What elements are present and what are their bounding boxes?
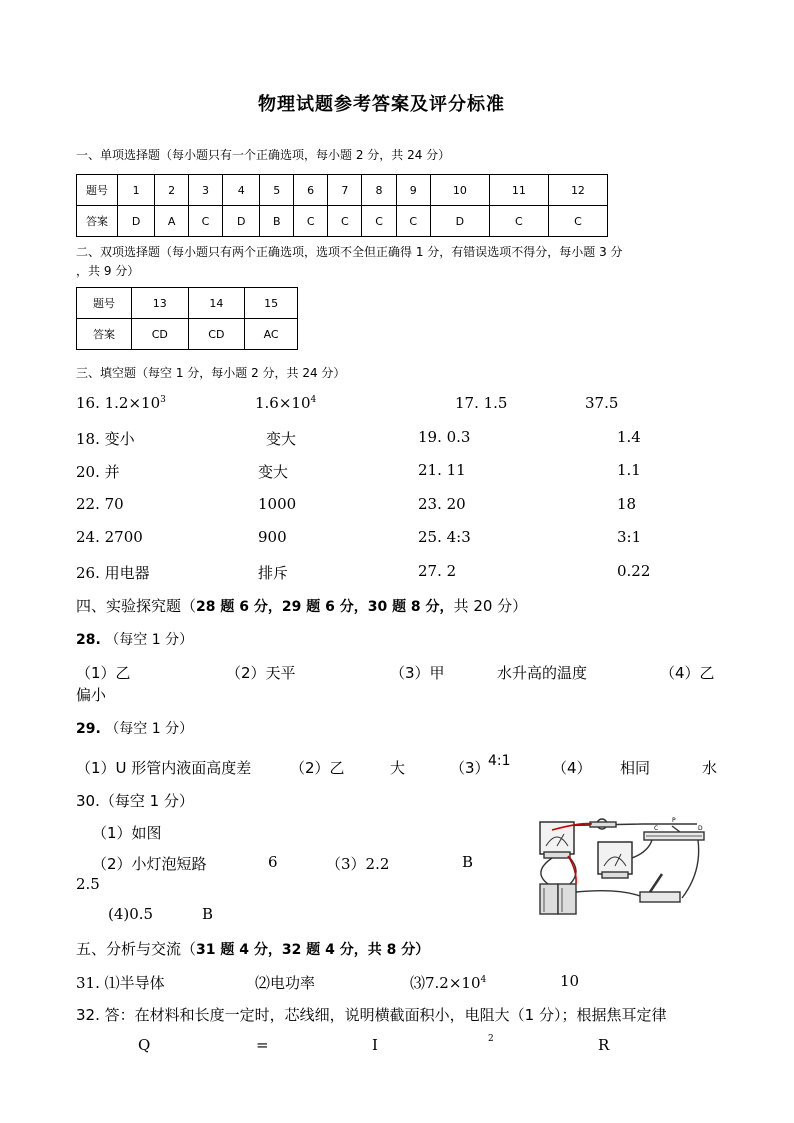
circuit-diagram — [522, 812, 712, 924]
answer-27b: 0.22 — [617, 562, 651, 580]
table-cell: 2 — [155, 175, 189, 206]
q30-line3b: B — [202, 905, 214, 923]
table-row — [77, 206, 608, 237]
table-cell: 3 — [188, 175, 222, 206]
q28-wrap: 偏小 — [76, 686, 107, 704]
formula-equals: = — [256, 1036, 269, 1054]
answer-19b: 1.4 — [617, 428, 641, 446]
table-cell: 12 — [548, 175, 607, 206]
q31-item4: 10 — [560, 972, 580, 990]
answer-18b: 变大 — [266, 430, 297, 448]
section2-heading-line1: 二、双项选择题（每小题只有两个正确选项，选项不全但正确得 1 分，有错误选项不得分，每小题 3 分 — [76, 245, 623, 259]
answer-26b: 排斥 — [258, 564, 289, 582]
table-cell: D — [118, 206, 155, 237]
section1-answer-table — [76, 174, 608, 237]
svg-text:C: C — [654, 825, 659, 832]
q30-line2c: （3）2.2 — [326, 855, 390, 873]
q28-item5: （4）乙 — [660, 664, 715, 682]
table-cell: 11 — [489, 175, 548, 206]
answer-19a: 19. 0.3 — [418, 428, 471, 446]
q29-item2: （2）乙 — [290, 759, 345, 777]
row-label-answer: 答案 — [77, 319, 132, 350]
table-row — [77, 319, 298, 350]
table-cell: 6 — [294, 175, 328, 206]
formula-i: I — [372, 1036, 378, 1054]
table-cell: C — [188, 206, 222, 237]
q29-item1: （1）U 形管内液面高度差 — [76, 759, 252, 777]
table-cell: D — [430, 206, 489, 237]
q28-item1: （1）乙 — [76, 664, 131, 682]
table-cell: CD — [188, 319, 245, 350]
table-cell: C — [328, 206, 362, 237]
answer-20b: 变大 — [258, 463, 289, 481]
table-cell: 1 — [118, 175, 155, 206]
table-cell: C — [548, 206, 607, 237]
q29-item3: 大 — [390, 759, 406, 777]
answer-26a: 26. 用电器 — [76, 564, 150, 582]
answer-27a: 27. 2 — [418, 562, 457, 580]
table-cell: 4 — [223, 175, 260, 206]
q29-item6: （4） — [552, 759, 592, 777]
table-cell: 15 — [245, 288, 298, 319]
table-cell: 5 — [260, 175, 294, 206]
table-row — [77, 288, 298, 319]
answer-17b: 37.5 — [585, 394, 619, 412]
q30-line1: （1）如图 — [92, 824, 162, 842]
section2-answer-table — [76, 287, 298, 350]
answer-21a: 21. 11 — [418, 461, 466, 479]
q30-line2d: B — [462, 853, 474, 871]
row-label-answer: 答案 — [77, 206, 118, 237]
q32-answer: 32. 答：在材料和长度一定时，芯线细，说明横截面积小，电阻大（1 分）；根据焦耳定律 — [76, 1006, 667, 1024]
svg-text:P: P — [672, 817, 676, 824]
q31-item3: $⑶7.2\times 10^4$ — [410, 974, 487, 992]
answer-20a: 20. 并 — [76, 463, 120, 481]
svg-text:D: D — [698, 825, 703, 832]
table-cell: D — [223, 206, 260, 237]
table-cell: 8 — [362, 175, 396, 206]
section5-heading: 五、分析与交流（31 题 4 分，32 题 4 分，共 8 分） — [76, 940, 430, 958]
section3-heading: 三、填空题（每空 1 分，每小题 2 分，共 24 分） — [76, 366, 346, 380]
row-label-number: 题号 — [77, 288, 132, 319]
table-cell: B — [260, 206, 294, 237]
q28-item3: （3）甲 — [390, 664, 445, 682]
table-cell: 9 — [396, 175, 430, 206]
q29-item8: 水 — [702, 759, 718, 777]
table-cell: 7 — [328, 175, 362, 206]
table-cell: 14 — [188, 288, 245, 319]
answer-22a: 22. 70 — [76, 495, 124, 513]
q30-line3a: (4)0.5 — [108, 905, 154, 923]
answer-16a: 16. $1.2\times 10^3$ — [76, 394, 166, 412]
q31-item2: ⑵电功率 — [255, 974, 316, 992]
answer-24b: 900 — [258, 528, 287, 546]
answer-25b: 3:1 — [617, 528, 642, 546]
q30-line2b: 6 — [268, 853, 278, 871]
section2-heading-line2: ，共 9 分） — [76, 264, 140, 278]
row-label-number: 题号 — [77, 175, 118, 206]
q28-item2: （2）天平 — [226, 664, 296, 682]
table-cell: C — [489, 206, 548, 237]
answer-22b: 1000 — [258, 495, 297, 513]
formula-q: Q — [138, 1036, 151, 1054]
page-title: 物理试题参考答案及评分标准 — [258, 94, 505, 115]
answer-17a: 17. 1.5 — [455, 394, 508, 412]
table-cell: A — [155, 206, 189, 237]
table-cell: CD — [132, 319, 189, 350]
formula-r: R — [598, 1036, 610, 1054]
answer-18a: 18. 变小 — [76, 430, 135, 448]
q29-item7: 相同 — [620, 759, 651, 777]
section1-heading: 一、单项选择题（每小题只有一个正确选项，每小题 2 分，共 24 分） — [76, 148, 451, 162]
answer-16b: $1.6\times 10^4$ — [255, 394, 317, 412]
section4-heading: 四、实验探究题（28 题 6 分，29 题 6 分，30 题 8 分，共 20 分） — [76, 597, 528, 615]
q29-item4: （3） — [450, 759, 490, 777]
q31-item1: 31. ⑴半导体 — [76, 974, 165, 992]
q28-label: 28. （每空 1 分） — [76, 632, 194, 648]
table-cell: AC — [245, 319, 298, 350]
q30-label: 30.（每空 1 分） — [76, 792, 194, 810]
table-cell: 10 — [430, 175, 489, 206]
table-cell: C — [396, 206, 430, 237]
answer-25a: 25. 4:3 — [418, 528, 471, 546]
answer-24a: 24. 2700 — [76, 528, 143, 546]
answer-23a: 23. 20 — [418, 495, 466, 513]
q29-label: 29. （每空 1 分） — [76, 721, 194, 737]
formula-exponent: 2 — [488, 1034, 494, 1044]
answer-23b: 18 — [617, 495, 637, 513]
q30-wrap: 2.5 — [76, 875, 100, 893]
answer-21b: 1.1 — [617, 461, 641, 479]
q29-item5: 4:1 — [488, 753, 511, 769]
q30-line2a: （2）小灯泡短路 — [92, 855, 207, 873]
q28-item4: 水升高的温度 — [497, 664, 588, 682]
table-row — [77, 175, 608, 206]
table-cell: 13 — [132, 288, 189, 319]
table-cell: C — [362, 206, 396, 237]
table-cell: C — [294, 206, 328, 237]
